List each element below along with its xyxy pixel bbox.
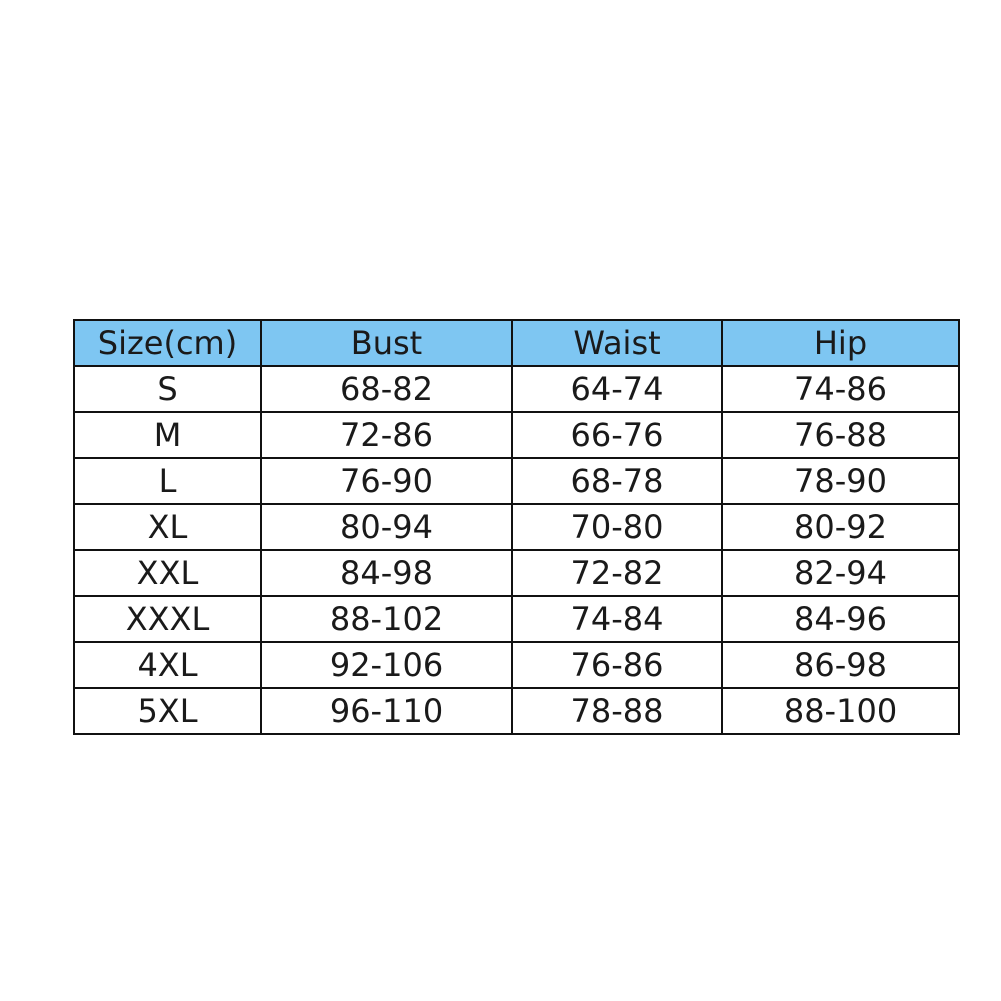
hip-cell: 86-98 bbox=[722, 642, 959, 688]
hip-cell: 82-94 bbox=[722, 550, 959, 596]
size-cell: 4XL bbox=[74, 642, 261, 688]
waist-cell: 70-80 bbox=[512, 504, 722, 550]
waist-cell: 64-74 bbox=[512, 366, 722, 412]
bust-cell: 88-102 bbox=[261, 596, 512, 642]
table-row bbox=[74, 688, 959, 734]
waist-cell: 72-82 bbox=[512, 550, 722, 596]
size-chart-header bbox=[74, 320, 959, 366]
header-hip: Hip bbox=[722, 320, 959, 366]
bust-cell: 84-98 bbox=[261, 550, 512, 596]
hip-cell: 88-100 bbox=[722, 688, 959, 734]
waist-cell: 76-86 bbox=[512, 642, 722, 688]
table-row bbox=[74, 596, 959, 642]
size-cell: L bbox=[74, 458, 261, 504]
bust-cell: 96-110 bbox=[261, 688, 512, 734]
hip-cell: 84-96 bbox=[722, 596, 959, 642]
size-cell: 5XL bbox=[74, 688, 261, 734]
table-row bbox=[74, 504, 959, 550]
hip-cell: 76-88 bbox=[722, 412, 959, 458]
size-chart-body bbox=[74, 366, 959, 734]
hip-cell: 78-90 bbox=[722, 458, 959, 504]
hip-cell: 74-86 bbox=[722, 366, 959, 412]
size-cell: XXL bbox=[74, 550, 261, 596]
table-row bbox=[74, 642, 959, 688]
waist-cell: 68-78 bbox=[512, 458, 722, 504]
header-size: Size(cm) bbox=[74, 320, 261, 366]
header-waist: Waist bbox=[512, 320, 722, 366]
bust-cell: 92-106 bbox=[261, 642, 512, 688]
header-row bbox=[74, 320, 959, 366]
size-cell: XL bbox=[74, 504, 261, 550]
table-row bbox=[74, 366, 959, 412]
waist-cell: 66-76 bbox=[512, 412, 722, 458]
bust-cell: 72-86 bbox=[261, 412, 512, 458]
bust-cell: 80-94 bbox=[261, 504, 512, 550]
table-row bbox=[74, 550, 959, 596]
waist-cell: 78-88 bbox=[512, 688, 722, 734]
bust-cell: 76-90 bbox=[261, 458, 512, 504]
size-cell: M bbox=[74, 412, 261, 458]
table-row bbox=[74, 458, 959, 504]
hip-cell: 80-92 bbox=[722, 504, 959, 550]
size-cell: S bbox=[74, 366, 261, 412]
size-chart-table bbox=[73, 319, 960, 735]
header-bust: Bust bbox=[261, 320, 512, 366]
bust-cell: 68-82 bbox=[261, 366, 512, 412]
waist-cell: 74-84 bbox=[512, 596, 722, 642]
table-row bbox=[74, 412, 959, 458]
size-cell: XXXL bbox=[74, 596, 261, 642]
